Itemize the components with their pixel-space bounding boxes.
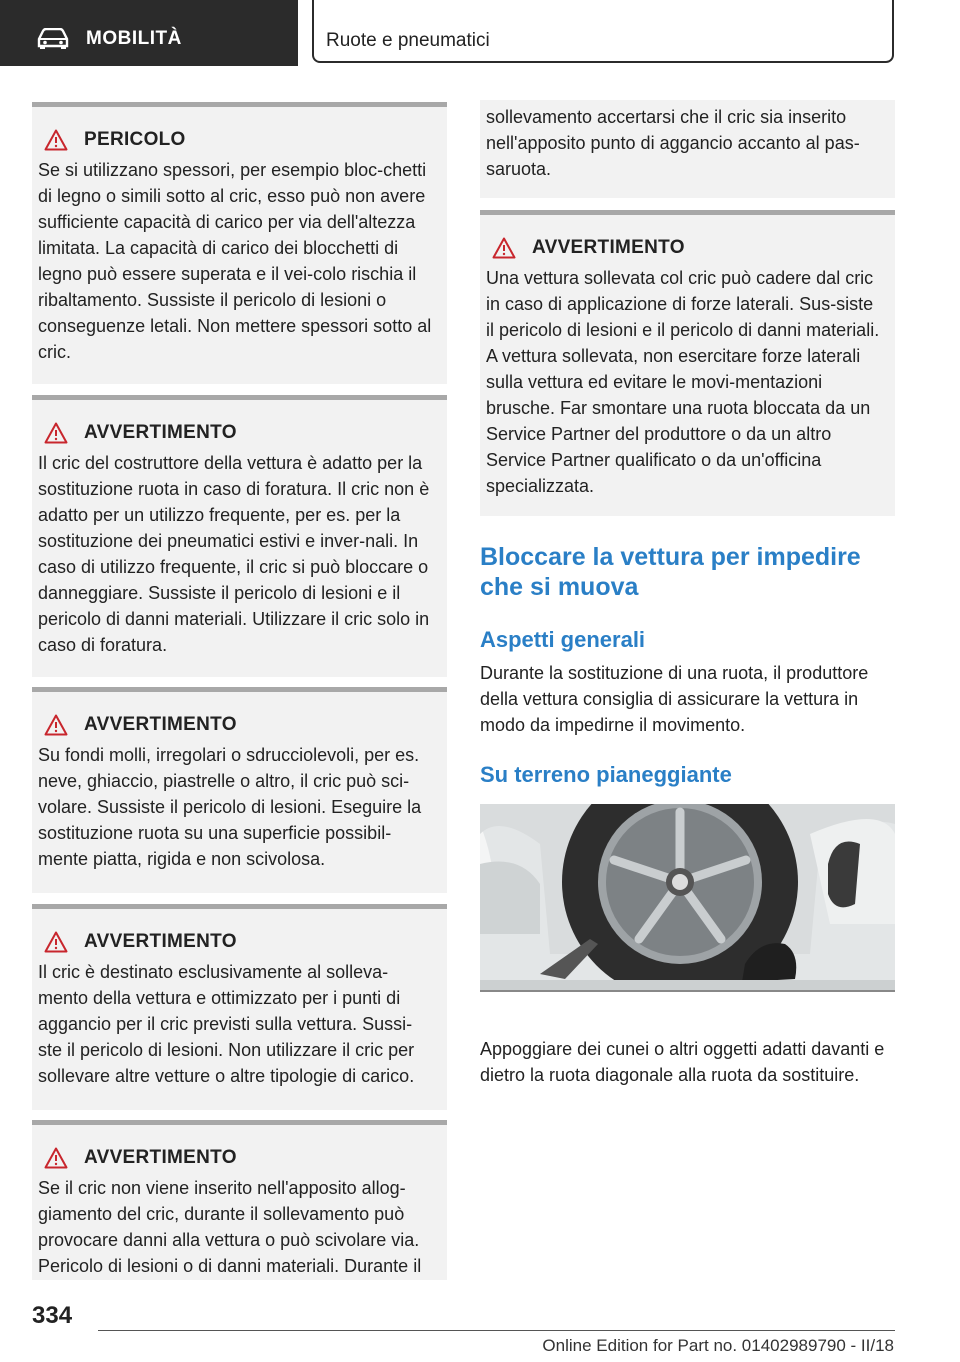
box-label: AVVERTIMENTO xyxy=(84,931,237,952)
warning-triangle-icon xyxy=(44,714,68,736)
footer-edition: Online Edition for Part no. 01402989790 - II/18 xyxy=(542,1336,894,1355)
box-text: Il cric è destinato esclusivamente al solleva-mento della vettura e ottimizzato per i punti di aggancio per il cric previsti sulla vettura. Sussi-ste il pericolo di lesioni. Non utilizzare il cric per sollevare altre vetture o altre tipologie di carico. xyxy=(38,962,415,1086)
page-number: 334 xyxy=(32,1302,73,1329)
box-label: AVVERTIMENTO xyxy=(84,714,237,735)
warning-triangle-icon xyxy=(44,931,68,953)
paragraph-general: Durante la sostituzione di una ruota, il produttore della vettura consiglia di assicurare la vettura in modo da impedirne il movimento. xyxy=(480,663,869,735)
box-text: Il cric del costruttore della vettura è adatto per la sostituzione ruota in caso di foratura. Il cric non è adatto per un utilizzo frequente, per es. per la sostituzione dei pneumatici estivi e inver-nali. In caso di utilizzo frequente, il cric si può bloccare o danneggiare. Sussiste il pericolo di lesioni e il pericolo di danni materiali. Utilizzare il cric solo in caso di foratura. xyxy=(38,453,430,655)
box-text: Su fondi molli, irregolari o sdrucciolevoli, per es. neve, ghiaccio, piastrelle o altro, il cric può sci-volare. Sussiste il pericolo di lesioni. Eseguire la sostituzione ruota su una superficie possibil-mente piatta, rigida e non scivolosa. xyxy=(38,745,422,869)
paragraph-flat-ground: Appoggiare dei cunei o altri oggetti adatti davanti e dietro la ruota diagonale alla ruota da sostituire. xyxy=(480,1039,885,1085)
warning-box xyxy=(32,687,447,893)
box-label: PERICOLO xyxy=(84,129,186,150)
section-title: MOBILITÀ xyxy=(86,28,182,49)
warning-box xyxy=(32,395,447,677)
car-icon xyxy=(36,28,70,50)
warning-triangle-icon xyxy=(492,237,516,259)
box-text: sollevamento accertarsi che il cric sia inserito nell'apposito punto di aggancio accanto al pas-saruota. xyxy=(486,107,860,179)
warning-box xyxy=(32,1120,447,1280)
box-label: AVVERTIMENTO xyxy=(84,422,237,443)
warning-triangle-icon xyxy=(44,422,68,444)
warning-continuation-box xyxy=(480,100,895,198)
box-label: AVVERTIMENTO xyxy=(532,237,685,258)
danger-box xyxy=(32,102,447,384)
section-tab xyxy=(0,0,298,66)
section-heading: Bloccare la vettura per impedire che si muova xyxy=(480,543,861,601)
chapter-title: Ruote e pneumatici xyxy=(326,30,490,51)
warning-triangle-icon xyxy=(44,129,68,151)
box-text: Se si utilizzano spessori, per esempio bloc-chetti di legno o simili sotto al cric, esso può non avere sufficiente capacità di carico per via dell'altezza limitata. La capacità di carico dei blocchetti di legno può essere superata e il vei-colo rischia il ribaltamento. Sussiste il pericolo di lesioni o conseguenze letali. Non mettere spessori sotto al cric. xyxy=(38,160,432,362)
subheading-general: Aspetti generali xyxy=(480,627,646,652)
warning-triangle-icon xyxy=(44,1147,68,1169)
subheading-flat-ground: Su terreno pianeggiante xyxy=(480,762,732,787)
warning-box xyxy=(32,904,447,1110)
warning-box xyxy=(480,210,895,516)
box-label: AVVERTIMENTO xyxy=(84,1147,237,1168)
page-header xyxy=(0,0,960,66)
box-text: Se il cric non viene inserito nell'apposito allog-giamento del cric, durante il sollevamento può provocare danni alla vettura o può scivolare via. Pericolo di lesioni o di danni materiali. Durante il xyxy=(38,1178,422,1276)
box-text: Una vettura sollevata col cric può cadere dal cric in caso di applicazione di forze laterali. Sus-siste il pericolo di lesioni e il pericolo di danni materiali. A vettura sollevata, non esercitare forze laterali sulla vettura ed evitare le movi-mentazioni brusche. Far smontare una ruota bloccata da un Service Partner del produttore o da un altro Service Partner qualificato o da un'officina specializzata. xyxy=(486,268,880,496)
chapter-tab xyxy=(312,0,894,63)
wheel-illustration xyxy=(480,804,895,992)
footer-divider xyxy=(98,1330,895,1331)
